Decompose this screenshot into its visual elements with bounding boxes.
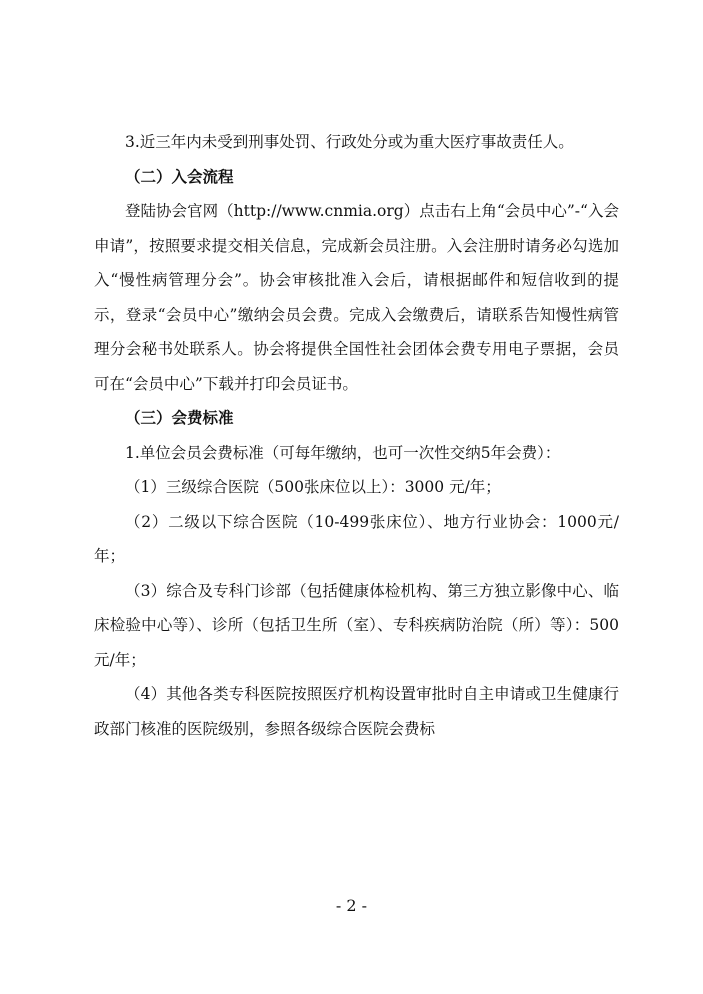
paragraph-membership-process: 登陆协会官网（http://www.cnmia.org）点击右上角“会员中心”-“入会申请”，按照要求提交相关信息，完成新会员注册。入会注册时请务必勾选加入“慢性病管理分会”。协会审核批准入会后，请根据邮件和短信收到的提示，登录“会员中心”缴纳会员会费。完成入会缴费后，请联系告知慢性病管理分会秘书处联系人。协会将提供全国性社会团体会费专用电子票据，会员可在“会员中心”下载并打印会员证书。 xyxy=(94,202,619,393)
paragraph-fee-tier-1: （1）三级综合医院（500张床位以上）：3000 元/年； xyxy=(125,478,501,496)
section-heading-membership-process: （二）入会流程 xyxy=(125,166,234,186)
paragraph-criterion-3: 3.近三年内未受到刑事处罚、行政处分或为重大医疗事故责任人。 xyxy=(125,133,574,151)
section-heading-fee-standards: （三）会费标准 xyxy=(125,408,234,427)
paragraph-fee-tier-2: （2）二级以下综合医院（10-499张床位）、地方行业协会：1000元/年； xyxy=(94,512,619,565)
paragraph-unit-fee-standard: 1.单位会员会费标准（可每年缴纳，也可一次性交纳5年会费）： xyxy=(125,443,561,462)
document-body xyxy=(94,125,619,746)
paragraph-fee-tier-3: （3）综合及专科门诊部（包括健康体检机构、第三方独立影像中心、临床检验中心等）、诊所（包括卫生所（室）、专科疾病防治院（所）等）：500元/年； xyxy=(94,581,619,669)
page-number: - 2 - xyxy=(335,896,368,915)
paragraph-fee-tier-4: （4）其他各类专科医院按照医疗机构设置审批时自主申请或卫生健康行政部门核准的医院级别，参照各级综合医院会费标 xyxy=(94,685,619,738)
